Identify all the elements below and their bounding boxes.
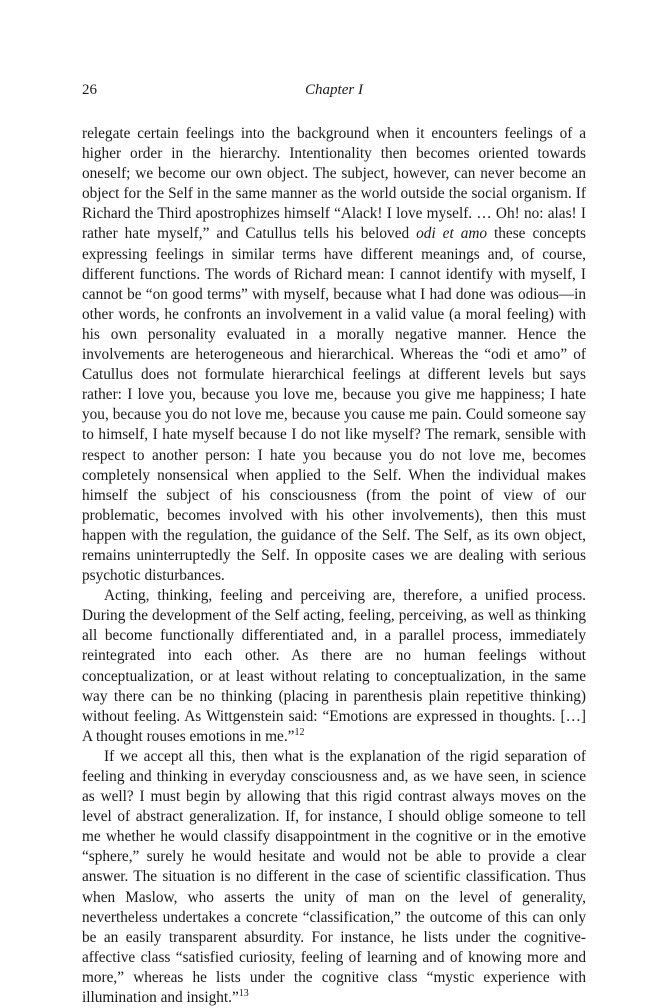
text-run: these concepts expressing feelings in similar terms have different meanings and, of course, different functions. The words of Richard mean: I cannot identify with myself, I cannot be “on good terms” with myself, because what I had done was odious—in other words, he confronts an involvement in a valid value (a moral feeling) with his own personality evaluated in a morally negative manner. Hence the involvements are heterogeneous and hierarchical. Whereas the “odi et amo” of Catullus does not formulate hierarchical feelings at different levels but says rather: I love you, because you love me, because you give me happiness; I hate you, because you do not love me, because you cause me pain. Could someone say to himself, I hate myself because I do not like myself? The remark, sensible with respect to another person: I hate you because you do not love me, becomes completely nonsensical when applied to the Self. When the individual makes himself the subject of his consciousness (from the point of view of our problematic, becomes involved with his other involvements), then this must happen with the regulation, the guidance of the Self. The Self, as its own object, remains uninterruptedly the Self. In opposite cases we are dealing with serious psychotic disturbances.	[82, 225, 586, 585]
page-number: 26	[82, 82, 97, 98]
text-run: Acting, thinking, feeling and perceiving are, therefore, a unified process. During the development of the Self acting, feeling, perceiving, as well as thinking all become functionally differentiated and, in a parallel process, immediately reintegrated into each other. As there are no human feelings without conceptualization, or at least without relating to conceptualization, in the same way there can be no thinking (placing in parenthesis plain repetitive thinking) without feeling. As Wittgenstein said: “Emotions are expressed in thoughts. […] A thought rouses emotions in me.”	[82, 587, 586, 745]
footnote-reference: 12	[294, 726, 305, 738]
page-header	[82, 82, 586, 104]
running-head: Chapter I	[305, 82, 363, 98]
paragraph	[82, 747, 586, 1008]
footnote-reference: 13	[238, 987, 249, 999]
text-run: relegate certain feelings into the background when it encounters feelings of a higher order in the hierarchy. Intentionality then becomes oriented towards oneself; we become our own object. The subject, however, can never become an object for the Self in the same manner as the world outside the social organism. If Richard the Third apostrophizes himself “Alack! I love myself. … Oh! no: alas! I rather hate myself,” and Catullus tells his beloved	[82, 125, 586, 243]
italic-text: odi et amo	[416, 225, 488, 243]
paragraph	[82, 586, 586, 747]
body-text	[82, 124, 586, 1008]
book-page	[82, 82, 586, 1008]
text-run: If we accept all this, then what is the explanation of the rigid separation of feeling and thinking in everyday consciousness and, as we have seen, in science as well? I must begin by allowing that this rigid contrast always moves on the level of abstract generalization. If, for instance, I should oblige someone to tell me whether he would classify disappointment in the cognitive or in the emotive “sphere,” surely he would hesitate and would not be able to provide a clear answer. The situation is no different in the case of scientific classification. Thus when Maslow, who asserts the unity of man on the level of generality, nevertheless undertakes a concrete “classification,” the outcome of this can only be an easily transparent absurdity. For instance, he lists under the cognitive-affective class “satisfied curiosity, feeling of learning and of knowing more and more,” whereas he lists under the cognitive class “mystic experience with illumination and insight.”	[82, 747, 586, 1007]
paragraph	[82, 124, 586, 586]
